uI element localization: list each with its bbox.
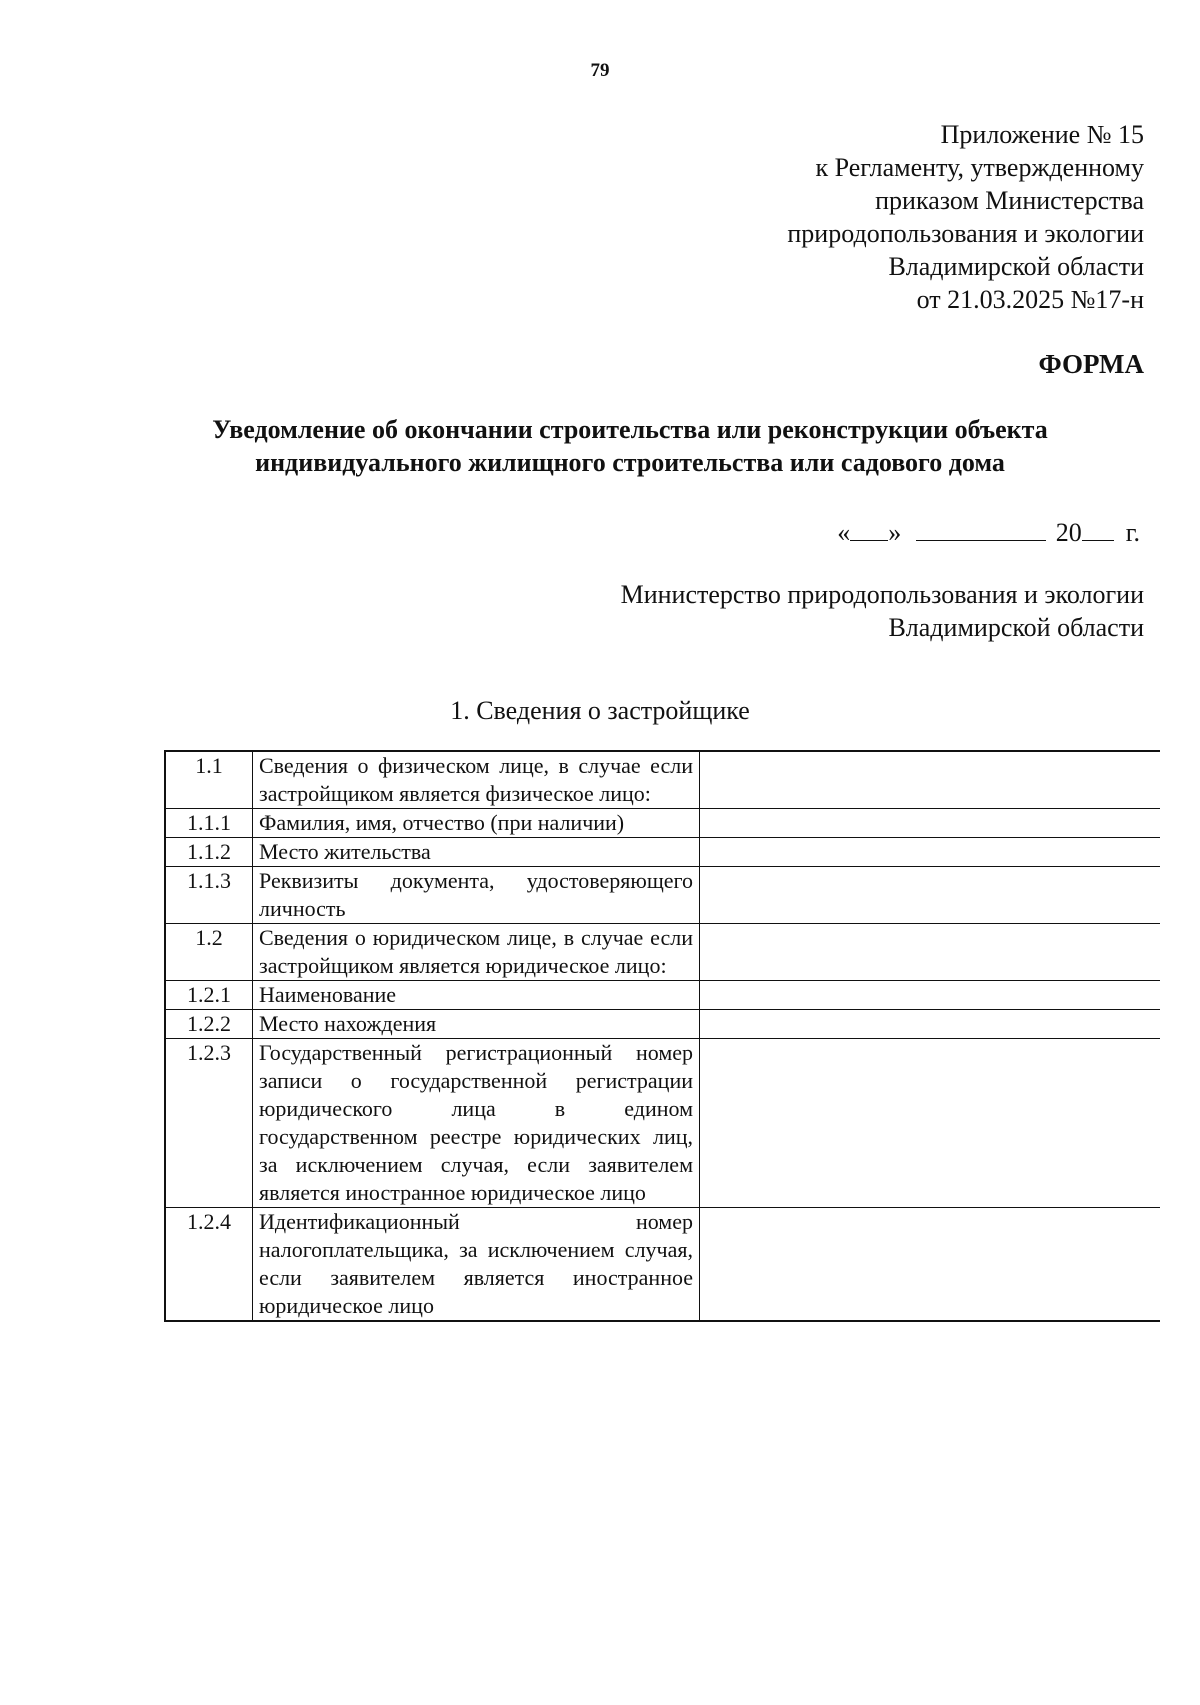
table-row xyxy=(165,867,1160,924)
row-value-cell[interactable] xyxy=(700,1010,1161,1039)
table-row xyxy=(165,981,1160,1010)
row-label: Идентификационный номер налогоплательщика, за исключением случая, если заявителем является иностранное юридическое лицо xyxy=(253,1208,700,1322)
row-label: Реквизиты документа, удостоверяющего личность xyxy=(253,867,700,924)
row-label: Фамилия, имя, отчество (при наличии) xyxy=(253,809,700,838)
year-prefix: 20 xyxy=(1055,518,1082,547)
recipient-line: Владимирской области xyxy=(888,613,1144,642)
document-title-line: индивидуального жилищного строительства или садового дома xyxy=(255,448,1005,477)
row-number: 1.2.3 xyxy=(165,1039,253,1208)
row-number: 1.1.3 xyxy=(165,867,253,924)
table-row xyxy=(165,924,1160,981)
row-number: 1.2.2 xyxy=(165,1010,253,1039)
row-number: 1.1.1 xyxy=(165,809,253,838)
row-label: Государственный регистрационный номер записи о государственной регистрации юридического лица в едином государственном реестре юридических лиц, за исключением случая, если заявителем является иностранное юридическое лицо xyxy=(253,1039,700,1208)
day-blank[interactable] xyxy=(850,514,888,541)
row-label: Сведения о юридическом лице, в случае если застройщиком является юридическое лицо: xyxy=(253,924,700,981)
table-row xyxy=(165,809,1160,838)
row-value-cell[interactable] xyxy=(700,1208,1161,1322)
year-blank[interactable] xyxy=(1082,514,1114,541)
date-line xyxy=(837,514,1140,548)
row-number: 1.2.1 xyxy=(165,981,253,1010)
appendix-line: приказом Министерства xyxy=(875,186,1144,215)
row-label: Место нахождения xyxy=(253,1010,700,1039)
row-value-cell[interactable] xyxy=(700,981,1161,1010)
appendix-line: от 21.03.2025 №17-н xyxy=(916,285,1144,314)
recipient-line: Министерство природопользования и экологии xyxy=(620,580,1144,609)
row-number: 1.1 xyxy=(165,751,253,809)
year-suffix: г. xyxy=(1125,518,1140,547)
developer-info-table xyxy=(164,750,1160,1322)
row-label: Место жительства xyxy=(253,838,700,867)
row-value-cell[interactable] xyxy=(700,809,1161,838)
section-title: 1. Сведения о застройщике xyxy=(450,696,750,725)
form-label: ФОРМА xyxy=(1038,349,1144,379)
recipient-block xyxy=(621,578,1144,644)
document-title xyxy=(150,413,1110,479)
row-value-cell[interactable] xyxy=(700,751,1161,809)
table-row xyxy=(165,1039,1160,1208)
appendix-line: природопользования и экологии xyxy=(787,219,1144,248)
table-row xyxy=(165,751,1160,809)
row-number: 1.2.4 xyxy=(165,1208,253,1322)
row-number: 1.2 xyxy=(165,924,253,981)
row-label: Сведения о физическом лице, в случае если застройщиком является физическое лицо: xyxy=(253,751,700,809)
row-value-cell[interactable] xyxy=(700,1039,1161,1208)
table-row xyxy=(165,1010,1160,1039)
table-row xyxy=(165,838,1160,867)
appendix-line: Владимирской области xyxy=(888,252,1144,281)
row-value-cell[interactable] xyxy=(700,924,1161,981)
row-number: 1.1.2 xyxy=(165,838,253,867)
appendix-block xyxy=(787,118,1144,316)
row-value-cell[interactable] xyxy=(700,867,1161,924)
row-label: Наименование xyxy=(253,981,700,1010)
date-open-quote: « xyxy=(837,518,851,547)
month-blank[interactable] xyxy=(916,514,1046,541)
document-title-line: Уведомление об окончании строительства или реконструкции объекта xyxy=(212,415,1048,444)
table-row xyxy=(165,1208,1160,1322)
row-value-cell[interactable] xyxy=(700,838,1161,867)
date-close-quote: » xyxy=(888,518,902,547)
appendix-line: к Регламенту, утвержденному xyxy=(815,153,1144,182)
page-number: 79 xyxy=(590,60,610,81)
appendix-line: Приложение № 15 xyxy=(940,120,1144,149)
